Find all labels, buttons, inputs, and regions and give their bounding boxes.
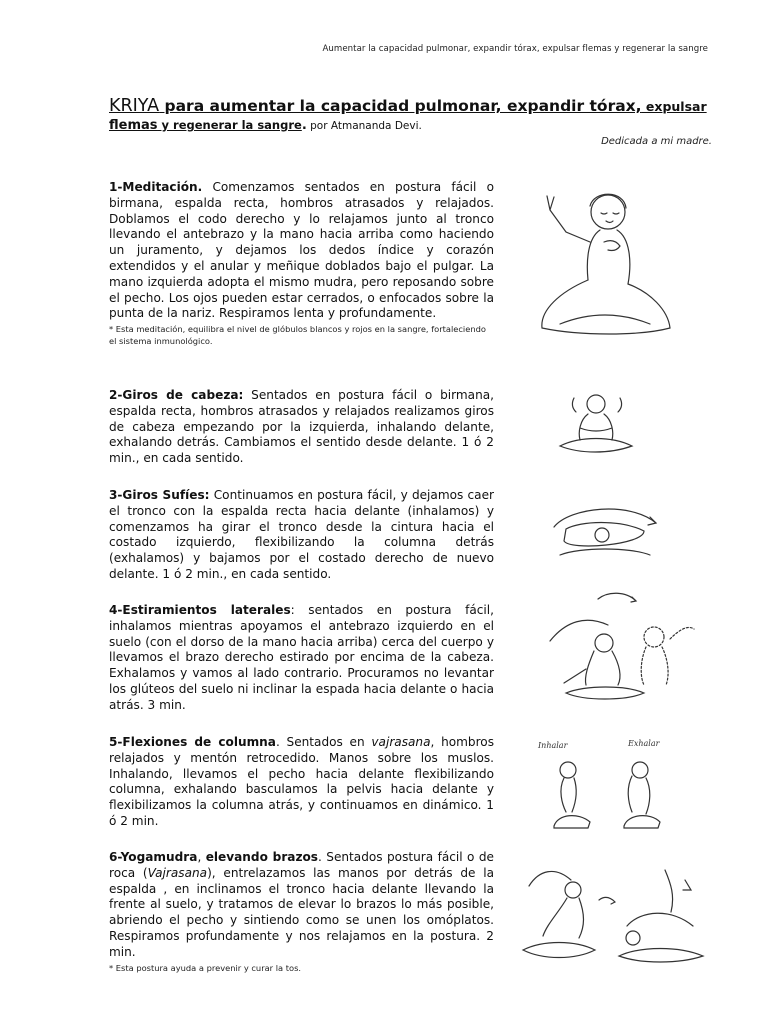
title-part-d: y regenerar la sangre xyxy=(157,118,302,132)
section-meditacion xyxy=(109,180,494,347)
section-text: . Sentados en xyxy=(275,735,372,749)
title-dot: . xyxy=(301,118,307,133)
section-text: Sentados en postura fácil o birmana, espalda recta, hombros atrasados y relajados realizamos giros de cabeza empezando por la izquierda, inhalando delante, exhalando detrás. Cambiamos el sentido desde delante. 1 ó 2 min., en cada sentido. xyxy=(109,388,495,466)
section-text-cont: , hombros relajados y mentón retrocedido. Manos sobre los muslos. Inhalando, llevamos el pecho hacia delante flexibilizando columna, exhalando basculamos la pelvis hacia delante y flexibilizamos la columna atrás, y continuamos en dinámico. 1 ó 2 min. xyxy=(109,735,494,828)
section-heading-sep: , xyxy=(197,850,206,864)
section-text: : sentados en postura fácil, inhalamos mientras apoyamos el antebrazo izquierdo en el suelo (con el dorso de la mano hacia arriba) cerca del cuerpo y llevamos el brazo derecho estirado por encima de la cabeza. Exhalamos y vamos al lado contrario. Procuramos no levantar los glúteos del suelo ni inclinar la espada hacia delante o hacia atrás. 3 min. xyxy=(109,603,495,712)
document-title xyxy=(109,96,719,135)
meditation-illustration xyxy=(520,180,680,350)
section-heading: 5-Flexiones de columna xyxy=(109,735,276,749)
running-head: Aumentar la capacidad pulmonar, expandir tórax, expulsar flemas y regenerar la sangre xyxy=(322,44,708,54)
head-turns-illustration xyxy=(540,388,650,458)
section-italic: vajrasana xyxy=(371,735,431,749)
section-heading: 6-Yogamudra xyxy=(109,850,198,864)
yogamudra-illustration xyxy=(515,860,715,970)
section-italic: Vajrasana xyxy=(147,865,208,880)
title-author: por Atmananda Devi. xyxy=(306,120,422,132)
dedication: Dedicada a mi madre. xyxy=(601,136,712,147)
title-part-c: flemas xyxy=(109,118,158,133)
section-heading: 1-Meditación. xyxy=(109,180,203,194)
section-text: Comenzamos sentados en postura fácil o birmana, espalda recta, hombros atrasados y relajados. Doblamos el codo derecho y lo relajamos junto al tronco llevando el antebrazo y la mano hacia arriba como haciendo un juramento, y dejamos los dedos índice y corazón extendidos y el anular y meñique doblados bajo el pulgar. La mano izquierda adopta el mismo mudra, pero reposando sobre el pecho. Los ojos pueden estar cerrados, o enfocados sobre la punta de la nariz. Respiramos lenta y profundamente. xyxy=(109,180,494,321)
section-flexiones-columna xyxy=(109,735,494,830)
spine-flex-illustration xyxy=(528,730,688,835)
section-estiramientos-laterales xyxy=(109,603,494,714)
sufi-twists-illustration xyxy=(540,493,665,573)
section-text-cont: ), entrelazamos las manos por detrás de la espalda , en inclinamos el tronco hacia delante llevando la frente al suelo, y tratamos de elevar lo brazos lo más posible, abriendo el pecho y sintiendo como se unen los omóplatos. Respiramos profundamente y nos relajamos en la postura. 2 min. xyxy=(109,865,494,959)
section-heading: 2-Giros de cabeza: xyxy=(109,388,244,402)
exhale-label: Exhalar xyxy=(628,739,660,748)
inhale-label: Inhalar xyxy=(538,741,568,750)
section-text: . Sentados postura fácil o de roca ( xyxy=(109,850,494,880)
section-giros-sufies xyxy=(109,488,494,583)
title-kriya: KRIYA xyxy=(109,96,160,116)
section-text: Continuamos en postura fácil, y dejamos caer el tronco con la espalda recta hacia delante (inhalamos) y comenzamos ha girar el tronco desde la cintura hacia el costado izquierdo, flexibilizando la columna detrás (exhalamos) y bajamos por el costado derecho de nuevo delante. 1 ó 2 min., en cada sentido. xyxy=(109,488,494,581)
title-part-a: para aumentar la capacidad pulmonar, expandir tórax, xyxy=(159,97,642,115)
section-note: * Esta meditación, equilibra el nivel de glóbulos blancos y rojos en la sangre, fortaleciendo el sistema inmunológico. xyxy=(109,324,486,346)
lateral-stretch-illustration xyxy=(536,585,701,705)
section-heading: 4-Estiramientos laterales xyxy=(109,603,291,617)
section-note: * Esta postura ayuda a prevenir y curar la tos. xyxy=(109,962,302,973)
title-part-b: expulsar xyxy=(641,99,707,114)
section-heading: 3-Giros Sufíes: xyxy=(109,488,210,502)
section-heading-b: elevando brazos xyxy=(205,850,318,864)
section-giros-cabeza xyxy=(109,388,494,467)
section-yogamudra xyxy=(109,850,494,974)
